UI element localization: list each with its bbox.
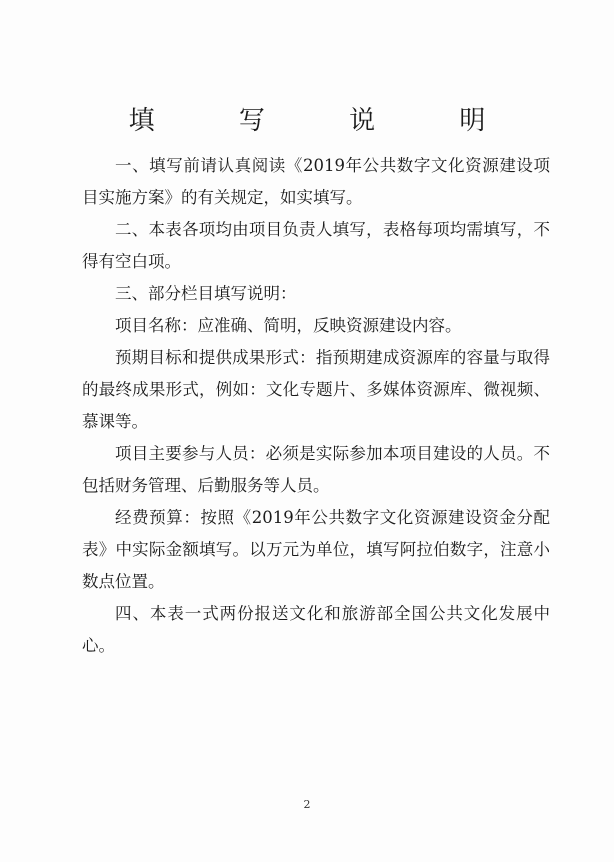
page-title: 填 写 说 明	[128, 106, 524, 136]
instruction-paragraph-2: 二、本表各项均由项目负责人填写，表格每项均需填写，不得有空白项。	[82, 220, 550, 271]
instructions-body	[82, 150, 550, 662]
page-number: 2	[303, 798, 311, 811]
instruction-paragraph-4: 项目名称：应准确、简明，反映资源建设内容。	[115, 316, 462, 335]
instruction-paragraph-1: 一、填写前请认真阅读《2019年公共数字文化资源建设项目实施方案》的有关规定，如实填写。	[82, 156, 550, 207]
instruction-paragraph-3: 三、部分栏目填写说明：	[115, 284, 297, 303]
instruction-paragraph-6: 项目主要参与人员：必须是实际参加本项目建设的人员。不包括财务管理、后勤服务等人员。	[82, 444, 550, 495]
instruction-paragraph-8: 四、本表一式两份报送文化和旅游部全国公共文化发展中心。	[82, 604, 550, 655]
instruction-paragraph-5: 预期目标和提供成果形式：指预期建成资源库的容量与取得的最终成果形式，例如：文化专题片、多媒体资源库、微视频、慕课等。	[82, 348, 550, 431]
instruction-paragraph-7: 经费预算：按照《2019年公共数字文化资源建设资金分配表》中实际金额填写。以万元为单位，填写阿拉伯数字，注意小数点位置。	[82, 508, 550, 591]
